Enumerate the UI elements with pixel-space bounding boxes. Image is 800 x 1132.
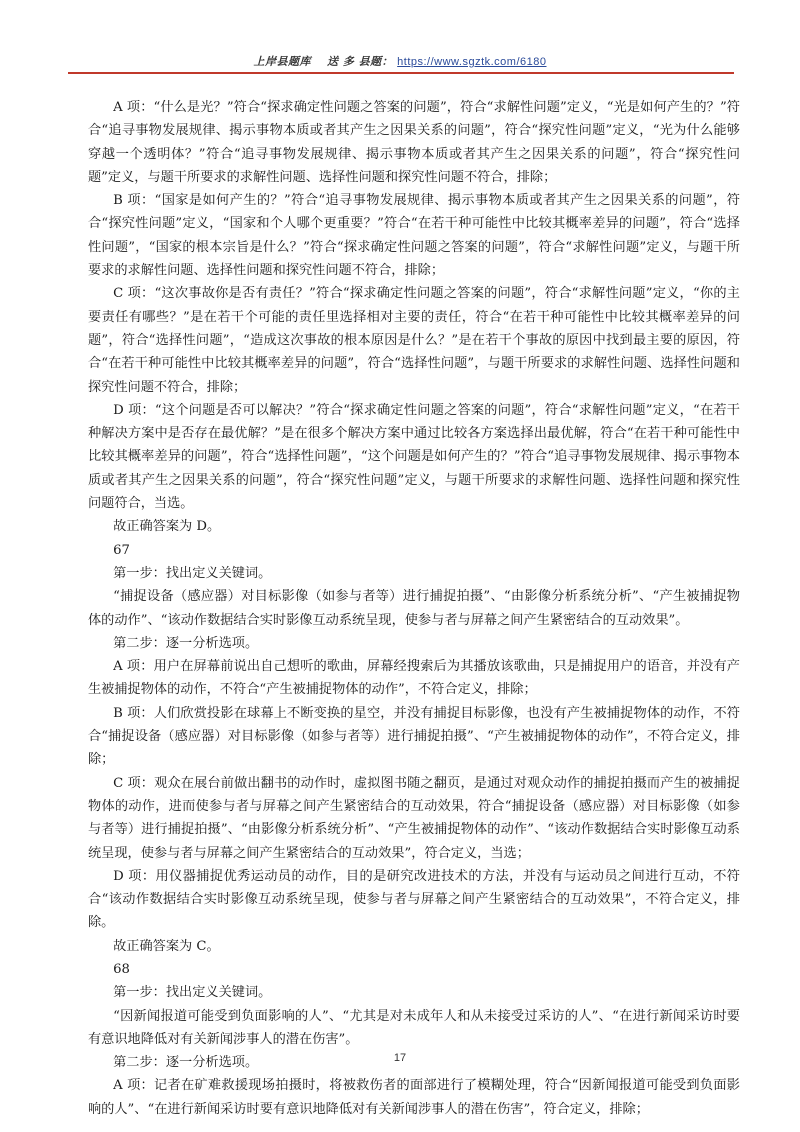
- header-url-link[interactable]: https://www.sgztk.com/6180: [397, 56, 547, 68]
- paragraph: 第一步：找出定义关键词。: [113, 565, 272, 581]
- paragraph: B 项：人们欣赏投影在球幕上不断变换的星空，并没有捕捉目标影像，也没有产生被捕捉物体的动作，不符合“捕捉设备（感应器）对目标影像（如参与者等）进行捕捉拍摄”、“产生被捕捉物体的动作”，不符合定义，排除；: [88, 705, 740, 768]
- paragraph: 第二步：逐一分析选项。: [113, 635, 259, 651]
- document-body: [88, 96, 740, 1121]
- paragraph: 第二步：逐一分析选项。: [113, 1055, 259, 1071]
- paragraph: “因新闻报道可能受到负面影响的人”、“尤其是对未成年人和从未接受过采访的人”、“在进行新闻采访时要有意识地降低对有关新闻涉事人的潜在伤害”。: [88, 1008, 740, 1047]
- paragraph: “捕捉设备（感应器）对目标影像（如参与者等）进行捕捉拍摄”、“由影像分析系统分析”、“产生被捕捉物体的动作”、“该动作数据结合实时影像互动系统呈现，使参与者与屏幕之间产生紧密结合的互动效果”。: [88, 589, 740, 628]
- paragraph: 第一步：找出定义关键词。: [113, 985, 272, 1001]
- header-channel: 送 多 县题：: [326, 55, 394, 68]
- paragraph: D 项：“这个问题是否可以解决？”符合“探求确定性问题之答案的问题”，符合“求解性问题”定义，“在若干种解决方案中是否存在最优解？”是在很多个解决方案中通过比较各方案选择出最优解，符合“在若干种可能性中比较其概率差异的问题”，符合“选择性问题”，“这个问题是如何产生的？”符合“追寻事物发展规律、揭示事物本质或者其产生之因果关系的问题”，符合“探究性问题”定义，与题干所要求的求解性问题、选择性问题和探究性问题符合，当选。: [88, 402, 740, 512]
- question-number: 67: [113, 542, 130, 558]
- page-number: 17: [393, 1052, 407, 1064]
- paragraph: D 项：用仪器捕捉优秀运动员的动作，目的是研究改进技术的方法，并没有与运动员之间进行互动，不符合“该动作数据结合实时影像互动系统呈现，使参与者与屏幕之间产生紧密结合的互动效果”，不符合定义，排除。: [88, 868, 740, 931]
- paragraph: A 项：记者在矿难救援现场拍摄时，将被救伤者的面部进行了模糊处理，符合“因新闻报道可能受到负面影响的人”、“在进行新闻采访时要有意识地降低对有关新闻涉事人的潜在伤害”，符合定义，排除；: [88, 1078, 740, 1117]
- paragraph: B 项：“国家是如何产生的？”符合“追寻事物发展规律、揭示事物本质或者其产生之因果关系的问题”，符合“探究性问题”定义，“国家和个人哪个更重要？”符合“在若干种可能性中比较其概率差异的问题”，符合“选择性问题”，“国家的根本宗旨是什么？”符合“探求确定性问题之答案的问题”，符合“求解性问题”定义，与题干所要求的求解性问题、选择性问题和探究性问题不符合，排除；: [88, 193, 740, 279]
- paragraph: 故正确答案为 D。: [113, 519, 221, 535]
- header-divider: [68, 72, 734, 74]
- page-header: [0, 53, 800, 69]
- paragraph: A 项：“什么是光？”符合“探求确定性问题之答案的问题”，符合“求解性问题”定义，“光是如何产生的？”符合“追寻事物发展规律、揭示事物本质或者其产生之因果关系的问题”，符合“探究性问题”定义，“光为什么能够穿越一个透明体？”符合“追寻事物发展规律、揭示事物本质或者其产生之因果关系的问题”，符合“探究性问题”定义，与题干所要求的求解性问题、选择性问题和探究性问题不符合，排除；: [88, 100, 740, 185]
- question-number: 68: [113, 961, 130, 977]
- header-brand: 上岸县题库: [253, 55, 311, 68]
- paragraph: A 项：用户在屏幕前说出自己想听的歌曲，屏幕经搜索后为其播放该歌曲，只是捕捉用户的语音，并没有产生被捕捉物体的动作，不符合“产生被捕捉物体的动作”，不符合定义，排除；: [88, 659, 740, 698]
- paragraph: C 项：“这次事故你是否有责任？”符合“探求确定性问题之答案的问题”，符合“求解性问题”定义，“你的主要责任有哪些？”是在若干个可能的责任里选择相对主要的责任，符合“在若干种可能性中比较其概率差异的问题”，符合“选择性问题”，“造成这次事故的根本原因是什么？”是在若干个事故的原因中找到最主要的原因，符合“在若干种可能性中比较其概率差异的问题”，符合“选择性问题”，与题干所要求的求解性问题、选择性问题和探究性问题不符合，排除；: [88, 286, 740, 395]
- paragraph: C 项：观众在展台前做出翻书的动作时，虚拟图书随之翻页，是通过对观众动作的捕捉拍摄而产生的被捕捉物体的动作，进而使参与者与屏幕之间产生紧密结合的互动效果，符合“捕捉设备（感应器）对目标影像（如参与者等）进行捕捉拍摄”、“由影像分析系统分析”、“产生被捕捉物体的动作”、“该动作数据结合实时影像互动系统呈现，使参与者与屏幕之间产生紧密结合的互动效果”，符合定义，当选；: [88, 775, 740, 861]
- paragraph: 故正确答案为 C。: [113, 938, 220, 954]
